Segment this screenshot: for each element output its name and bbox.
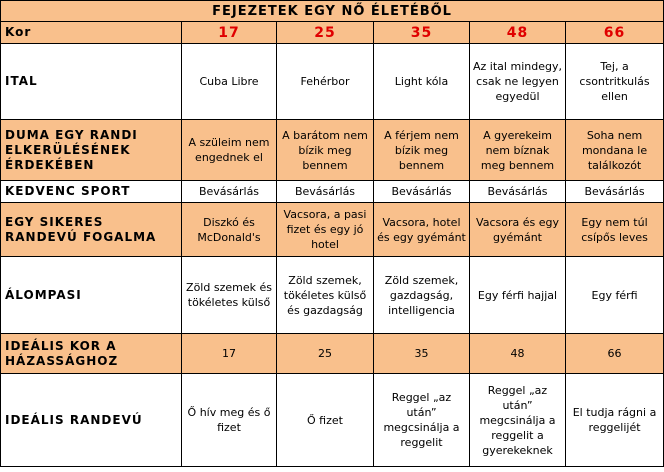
cell-ital-48: Az ital mindegy, csak ne legyen egyedül bbox=[470, 44, 566, 120]
age-66: 66 bbox=[566, 22, 664, 44]
cell-alompasi-25: Zöld szemek, tökéletes külső és gazdagság bbox=[277, 257, 374, 334]
cell-duma-48: A gyerekeim nem bíznak meg bennem bbox=[470, 120, 566, 181]
cell-sport-66: Bevásárlás bbox=[566, 181, 664, 203]
cell-randevu-48: Vacsora és egy gyémánt bbox=[470, 203, 566, 257]
row-label-ital: ITAL bbox=[1, 44, 182, 120]
age-header-label: Kor bbox=[1, 22, 182, 44]
cell-alompasi-48: Egy férfi hajjal bbox=[470, 257, 566, 334]
age-25: 25 bbox=[277, 22, 374, 44]
cell-idealis-randevu-35: Reggel „az után” megcsinálja a reggelit bbox=[374, 374, 470, 467]
cell-kor-66: 66 bbox=[566, 334, 664, 374]
cell-randevu-17: Diszkó és McDonald's bbox=[182, 203, 277, 257]
title-row bbox=[1, 1, 664, 22]
row-label-idealis-randevu: IDEÁLIS RANDEVÚ bbox=[1, 374, 182, 467]
age-17: 17 bbox=[182, 22, 277, 44]
cell-idealis-randevu-17: Ő hív meg és ő fizet bbox=[182, 374, 277, 467]
row-alompasi bbox=[1, 257, 664, 334]
cell-alompasi-66: Egy férfi bbox=[566, 257, 664, 334]
age-48: 48 bbox=[470, 22, 566, 44]
cell-ital-25: Fehérbor bbox=[277, 44, 374, 120]
cell-sport-25: Bevásárlás bbox=[277, 181, 374, 203]
cell-idealis-randevu-25: Ő fizet bbox=[277, 374, 374, 467]
row-label-duma: DUMA EGY RANDI ELKERÜLÉSÉNEK ÉRDEKÉBEN bbox=[1, 120, 182, 181]
cell-ital-66: Tej, a csontritkulás ellen bbox=[566, 44, 664, 120]
row-label-kedvenc-sport: KEDVENC SPORT bbox=[1, 181, 182, 203]
row-label-sikeres-randevu: EGY SIKERES RANDEVÚ FOGALMA bbox=[1, 203, 182, 257]
cell-sport-17: Bevásárlás bbox=[182, 181, 277, 203]
cell-idealis-randevu-66: El tudja rágni a reggelijét bbox=[566, 374, 664, 467]
cell-alompasi-35: Zöld szemek, gazdagság, intelligencia bbox=[374, 257, 470, 334]
cell-idealis-randevu-48: Reggel „az után” megcsinálja a reggelit a gyerekeknek bbox=[470, 374, 566, 467]
cell-alompasi-17: Zöld szemek és tökéletes külső bbox=[182, 257, 277, 334]
row-idealis-kor bbox=[1, 334, 664, 374]
cell-duma-25: A barátom nem bízik meg bennem bbox=[277, 120, 374, 181]
cell-kor-25: 25 bbox=[277, 334, 374, 374]
cell-kor-48: 48 bbox=[470, 334, 566, 374]
row-label-alompasi: ÁLOMPASI bbox=[1, 257, 182, 334]
row-kedvenc-sport bbox=[1, 181, 664, 203]
row-sikeres-randevu bbox=[1, 203, 664, 257]
table-title: FEJEZETEK EGY NŐ ÉLETÉBŐL bbox=[1, 1, 664, 22]
cell-sport-35: Bevásárlás bbox=[374, 181, 470, 203]
cell-duma-35: A férjem nem bízik meg bennem bbox=[374, 120, 470, 181]
row-idealis-randevu bbox=[1, 374, 664, 467]
cell-ital-35: Light kóla bbox=[374, 44, 470, 120]
row-duma bbox=[1, 120, 664, 181]
row-label-idealis-kor: IDEÁLIS KOR A HÁZASSÁGHOZ bbox=[1, 334, 182, 374]
age-35: 35 bbox=[374, 22, 470, 44]
cell-randevu-35: Vacsora, hotel és egy gyémánt bbox=[374, 203, 470, 257]
cell-sport-48: Bevásárlás bbox=[470, 181, 566, 203]
cell-kor-17: 17 bbox=[182, 334, 277, 374]
cell-kor-35: 35 bbox=[374, 334, 470, 374]
cell-duma-66: Soha nem mondana le találkozót bbox=[566, 120, 664, 181]
cell-duma-17: A szüleim nem engednek el bbox=[182, 120, 277, 181]
cell-randevu-25: Vacsora, a pasi fizet és egy jó hotel bbox=[277, 203, 374, 257]
cell-randevu-66: Egy nem túl csípős leves bbox=[566, 203, 664, 257]
age-header-row bbox=[1, 22, 664, 44]
cell-ital-17: Cuba Libre bbox=[182, 44, 277, 120]
row-ital bbox=[1, 44, 664, 120]
